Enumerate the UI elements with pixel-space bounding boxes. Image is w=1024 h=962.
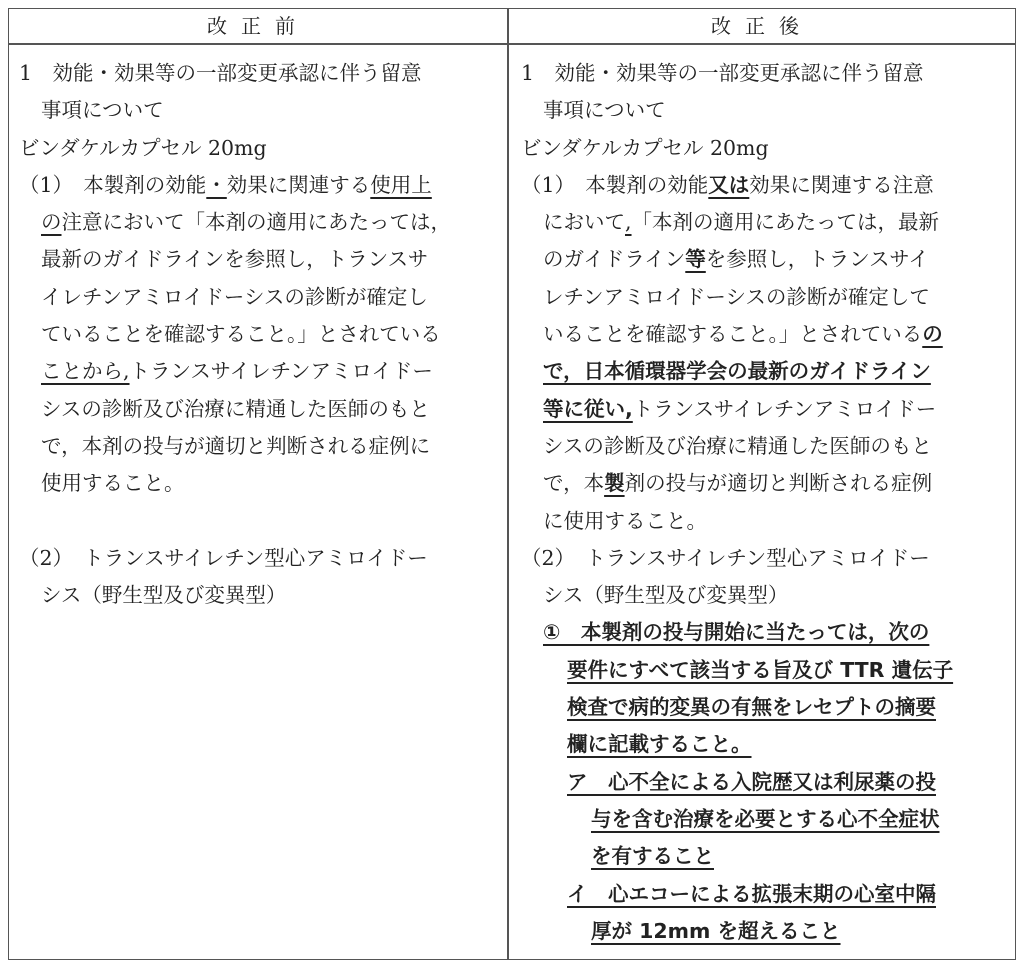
- underlined-text: 使用上: [370, 172, 432, 197]
- underlined-text: ・: [206, 172, 227, 197]
- header-before: 改正前: [207, 14, 309, 38]
- underlined-text: ,: [625, 210, 632, 235]
- underlined-bold-text: 要件にすべて該当する旨及び TTR 遺伝子: [567, 657, 954, 682]
- text-line: [521, 764, 1011, 801]
- text-line: [521, 204, 1011, 241]
- underlined-bold-text: 検査で病的変異の有無をレセプトの摘要: [567, 695, 936, 720]
- text-run: トランスサイレチンアミロイドー: [129, 359, 433, 384]
- text-line: 使用すること。: [41, 471, 185, 496]
- text-run: 効果に関連する注意: [749, 172, 934, 197]
- text-line: [521, 391, 1011, 428]
- underlined-bold-text: 厚が 12mm を超えること: [591, 918, 841, 943]
- column-after: [521, 55, 1011, 950]
- text-run: で，本: [543, 471, 605, 496]
- text-line: [19, 167, 505, 204]
- text-line: [521, 838, 1011, 875]
- text-line: 事項について: [41, 98, 164, 123]
- text-line: 最新のガイドラインを参照し，トランスサ: [41, 247, 429, 272]
- text-run: 効果に関連する: [226, 172, 371, 197]
- column-divider: [507, 9, 509, 959]
- text-run: のガイドライン: [543, 247, 686, 272]
- underlined-bold-text: ① 本製剤の投与開始に当たっては，次の: [543, 620, 930, 645]
- text-line: [521, 316, 1011, 353]
- text-run: において: [543, 210, 625, 235]
- text-line: 1 効能・効果等の一部変更承認に伴う留意: [19, 61, 422, 85]
- underlined-bold-text: 等に従い,: [543, 396, 633, 421]
- text-line: [521, 913, 1011, 950]
- text-run: を参照し，トランスサイ: [705, 247, 929, 272]
- underlined-bold-text: で，日本循環器学会の最新のガイドライン: [543, 359, 931, 384]
- underlined-bold-text: ア 心不全による入院歴又は利尿薬の投: [567, 769, 936, 794]
- text-line: で，本剤の投与が適切と判断される症例に: [41, 433, 431, 458]
- underlined-bold-text: 製: [604, 471, 625, 496]
- text-run: （1） 本製剤の効能: [19, 172, 207, 197]
- text-line: [521, 801, 1011, 838]
- text-line: [521, 726, 1011, 763]
- underlined-bold-text: 欄に記載すること。: [567, 732, 752, 757]
- text-line: [521, 241, 1011, 278]
- underlined-text: ことから,: [41, 359, 130, 384]
- text-line: [521, 614, 1011, 651]
- text-line: シス（野生型及び変異型）: [543, 583, 789, 608]
- text-line: シスの診断及び治療に精通した医師のもと: [543, 433, 932, 458]
- underlined-bold-text: 等: [685, 247, 706, 272]
- header-after: 改正後: [711, 14, 813, 38]
- text-line: イレチンアミロイドーシスの診断が確定し: [41, 284, 428, 309]
- text-line: ビンダケルカプセル 20mg: [19, 135, 267, 160]
- text-run: 剤の投与が適切と判断される症例: [624, 471, 933, 496]
- text-line: [521, 876, 1011, 913]
- underlined-bold-text: の: [922, 322, 943, 347]
- comparison-table: [8, 8, 1016, 960]
- text-line: 事項について: [543, 98, 666, 123]
- text-run: トランスサイレチンアミロイドー: [632, 396, 937, 421]
- text-run: 注意において「本剤の適用にあたっては，: [61, 210, 451, 235]
- header-divider: [9, 43, 1015, 45]
- text-line: レチンアミロイドーシスの診断が確定して: [543, 284, 930, 309]
- text-line: [521, 353, 1011, 390]
- text-run: 「本剤の適用にあたっては，最新: [631, 210, 940, 235]
- text-line: ビンダケルカプセル 20mg: [521, 135, 769, 160]
- underlined-bold-text: を有すること: [591, 844, 714, 869]
- underlined-text: の: [41, 210, 62, 235]
- text-line: （2） トランスサイレチン型心アミロイドー: [521, 545, 930, 570]
- underlined-bold-text: 又は: [708, 172, 750, 197]
- underlined-bold-text: イ 心エコーによる拡張末期の心室中隔: [567, 881, 936, 906]
- text-line: に使用すること。: [543, 508, 707, 533]
- text-line: [19, 204, 505, 241]
- text-run: （1） 本製剤の効能: [521, 172, 709, 197]
- text-line: シス（野生型及び変異型）: [41, 583, 287, 608]
- text-run: いることを確認すること。」とされている: [543, 322, 923, 347]
- text-line: （2） トランスサイレチン型心アミロイドー: [19, 545, 428, 570]
- text-line: [521, 689, 1011, 726]
- underlined-bold-text: 与を含む治療を必要とする心不全症状: [591, 806, 940, 831]
- text-line: [521, 652, 1011, 689]
- text-line: ていることを確認すること。」とされている: [41, 322, 441, 347]
- text-line: [521, 167, 1011, 204]
- text-line: [521, 465, 1011, 502]
- column-before: [19, 55, 505, 614]
- text-line: シスの診断及び治療に精通した医師のもと: [41, 396, 430, 421]
- text-line: 1 効能・効果等の一部変更承認に伴う留意: [521, 61, 924, 85]
- blank-line: [19, 503, 505, 540]
- text-line: [19, 353, 505, 390]
